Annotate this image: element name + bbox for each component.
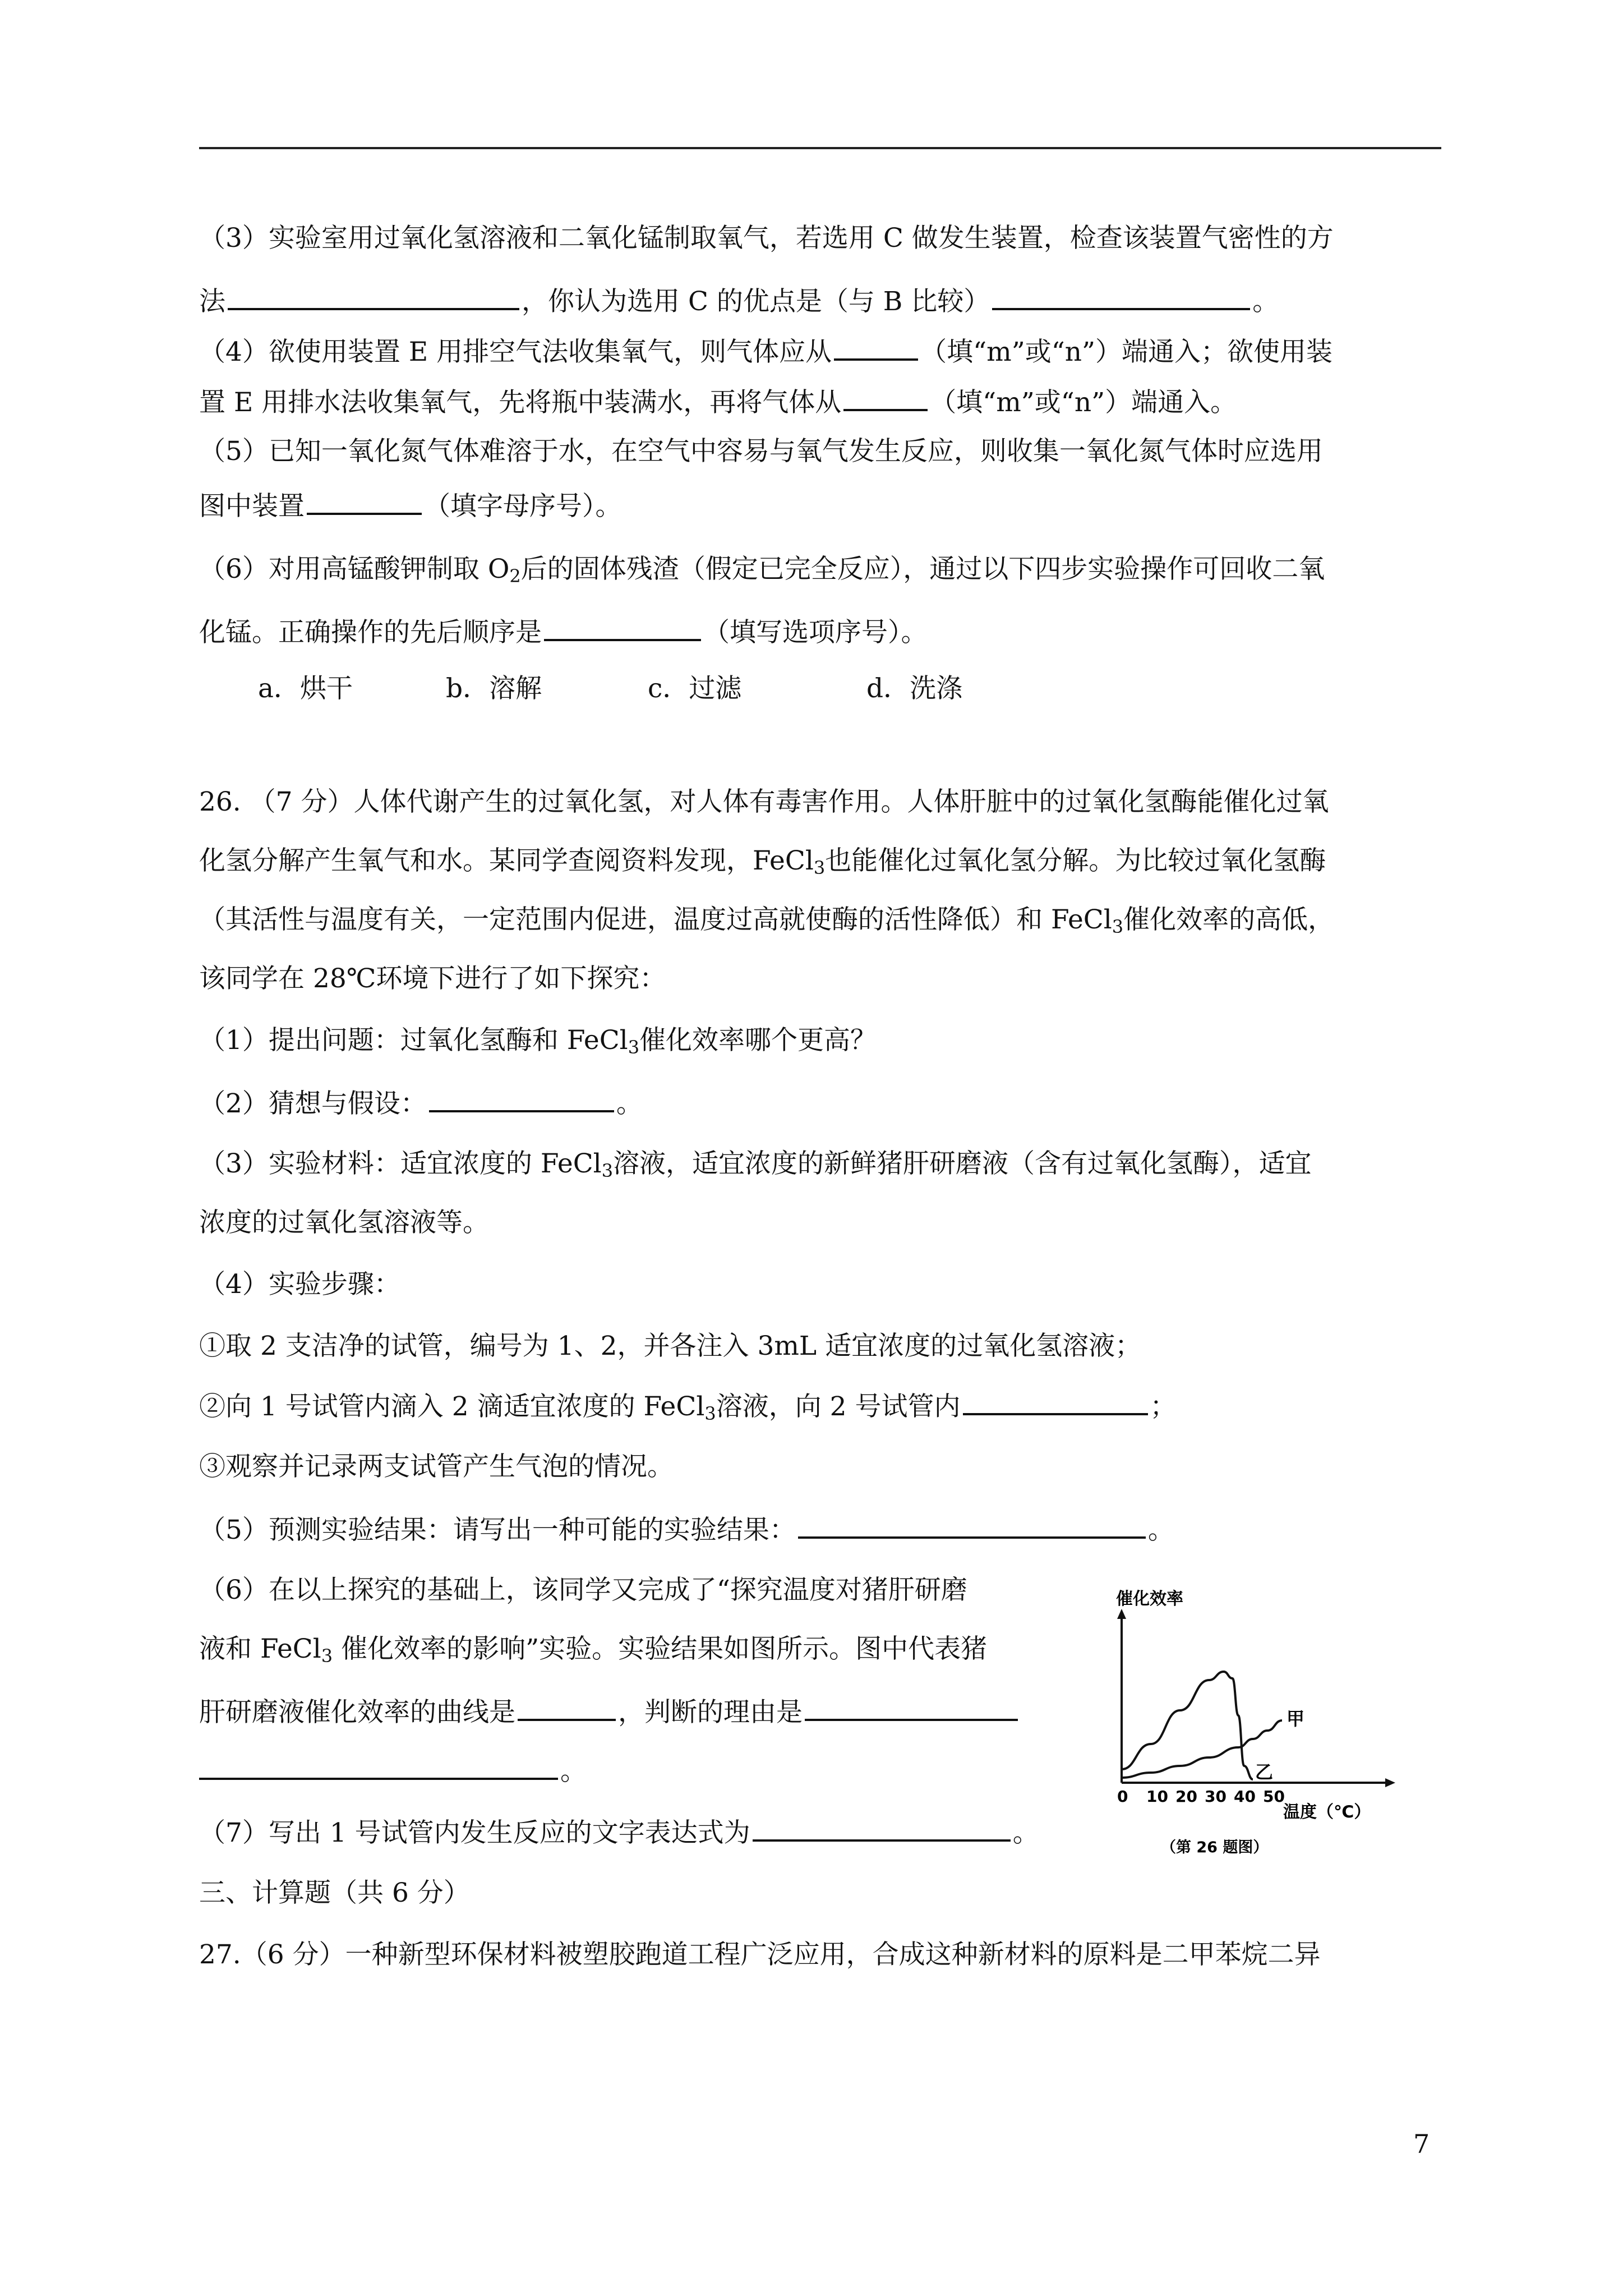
answer-blank[interactable] [805, 1694, 1018, 1721]
answer-blank[interactable] [992, 283, 1250, 310]
q25-part5-line1: （5）已知一氧化氮气体难溶于水，在空气中容易与氧气发生反应，则收集一氧化氮气体时应选用 [199, 436, 1323, 467]
answer-blank[interactable] [753, 1815, 1011, 1842]
series-label-2: 乙 [1255, 1761, 1274, 1783]
x-tick-label: 10 [1146, 1787, 1168, 1806]
q26-step4: （4）实验步骤： [199, 1269, 400, 1300]
q26-step6-line4: 。 [199, 1753, 587, 1788]
q25-part6-line2: 化锰。正确操作的先后顺序是 （填写选项序号）。 [199, 614, 928, 650]
option-a: a．烘干 [258, 673, 353, 704]
x-tick-label: 30 [1205, 1787, 1227, 1806]
chart-caption: （第 26 题图） [1161, 1839, 1269, 1856]
q26-step6-line3: 肝研磨液催化效率的曲线是 ，判断的理由是 [199, 1694, 1020, 1729]
x-tick-labels [1117, 1787, 1285, 1806]
q26-procedure-2: ②向 1 号试管内滴入 2 滴适宜浓度的 FeCl$_3$溶液，向 2 号试管内 ； [199, 1388, 1177, 1424]
q25-part4-line1: （4）欲使用装置 E 用排空气法收集氧气，则气体应从 （填“m”或“n”）端通入；欲使用装 [199, 334, 1332, 369]
option-b: b．溶解 [446, 673, 542, 704]
header-rule [199, 147, 1441, 149]
q26-step5: （5）预测实验结果：请写出一种可能的实验结果： 。 [199, 1512, 1174, 1547]
chart-ylabel: 催化效率 [1116, 1589, 1183, 1609]
answer-blank[interactable] [518, 1694, 616, 1721]
q26-step3-line2: 浓度的过氧化氢溶液等。 [199, 1207, 489, 1238]
answer-blank[interactable] [228, 283, 519, 310]
q26-step1: （1）提出问题：过氧化氢酶和 FeCl$_3$催化效率哪个更高？ [199, 1025, 877, 1058]
q26-step6-line2: 液和 FeCl$_3$ 催化效率的影响”实验。实验结果如图所示。图中代表猪 [199, 1634, 988, 1667]
x-tick-label: 40 [1234, 1787, 1256, 1806]
catalytic-efficiency-chart [1105, 1582, 1430, 1874]
series-line-2 [1122, 1672, 1253, 1779]
q25-part6-line1: （6）对用高锰酸钾制取 $O_2$后的固体残渣（假定已完全反应），通过以下四步实验操作可回收二氧 [199, 554, 1325, 587]
q26-line1: 26. （7 分）人体代谢产生的过氧化氢，对人体有毒害作用。人体肝脏中的过氧化氢酶能催化过氧 [199, 786, 1329, 817]
answer-blank[interactable] [843, 384, 928, 411]
series-label-1: 甲 [1287, 1708, 1305, 1729]
chart-series [1122, 1672, 1304, 1783]
q25-part3-line1: （3）实验室用过氧化氢溶液和二氧化锰制取氧气，若选用 C 做发生装置，检查该装置气密性的方 [199, 223, 1334, 254]
q27-line1: 27.（6 分）一种新型环保材料被塑胶跑道工程广泛应用，合成这种新材料的原料是二甲苯烷二异 [199, 1939, 1321, 1970]
x-tick-label: 20 [1175, 1787, 1197, 1806]
answer-blank[interactable] [834, 334, 918, 361]
answer-blank[interactable] [307, 488, 422, 515]
answer-blank[interactable] [199, 1753, 558, 1780]
chart-xlabel: 温度（℃） [1283, 1802, 1371, 1822]
option-d: d．洗涤 [866, 673, 963, 704]
q25-part4-line2: 置 E 用排水法收集氧气，先将瓶中装满水，再将气体从 （填“m”或“n”）端通入。 [199, 384, 1237, 420]
x-tick-label: 0 [1117, 1787, 1128, 1806]
option-c: c．过滤 [648, 673, 742, 704]
q26-procedure-1: ①取 2 支洁净的试管，编号为 1、2，并各注入 3mL 适宜浓度的过氧化氢溶液； [199, 1331, 1142, 1361]
answer-blank[interactable] [798, 1512, 1146, 1539]
q26-step6-line1: （6）在以上探究的基础上，该同学又完成了“探究温度对猪肝研磨 [199, 1575, 967, 1605]
q25-options [258, 672, 962, 706]
y-axis-arrow [1117, 1609, 1126, 1619]
section-3-heading: 三、计算题（共 6 分） [199, 1878, 470, 1908]
answer-blank[interactable] [963, 1388, 1148, 1415]
q26-line4: 该同学在 28℃环境下进行了如下探究： [199, 963, 666, 994]
q26-procedure-3: ③观察并记录两支试管产生气泡的情况。 [199, 1451, 674, 1482]
q26-step3-line1: （3）实验材料：适宜浓度的 FeCl$_3$溶液，适宜浓度的新鲜猪肝研磨液（含有过氧化氢酶），适宜 [199, 1148, 1312, 1181]
page-number: 7 [1413, 2129, 1430, 2159]
q26-line3: （其活性与温度有关，一定范围内促进，温度过高就使酶的活性降低）和 FeCl$_3$催化效率的高低， [199, 904, 1335, 937]
x-tick-label: 50 [1263, 1787, 1285, 1806]
q26-line2: 化氢分解产生氧气和水。某同学查阅资料发现，FeCl$_3$也能催化过氧化氢分解。为比较过氧化氢酶 [199, 845, 1326, 878]
q26-step2: （2）猜想与假设： 。 [199, 1085, 643, 1121]
answer-blank[interactable] [544, 614, 701, 641]
q25-part3-line2: 法 ，你认为选用 C 的优点是（与 B 比较） 。 [199, 283, 1279, 319]
q25-part5-line2: 图中装置 （填字母序号）。 [199, 488, 622, 523]
q26-step7: （7）写出 1 号试管内发生反应的文字表达式为 。 [199, 1815, 1039, 1850]
x-axis-arrow [1385, 1778, 1395, 1787]
answer-blank[interactable] [429, 1085, 614, 1112]
